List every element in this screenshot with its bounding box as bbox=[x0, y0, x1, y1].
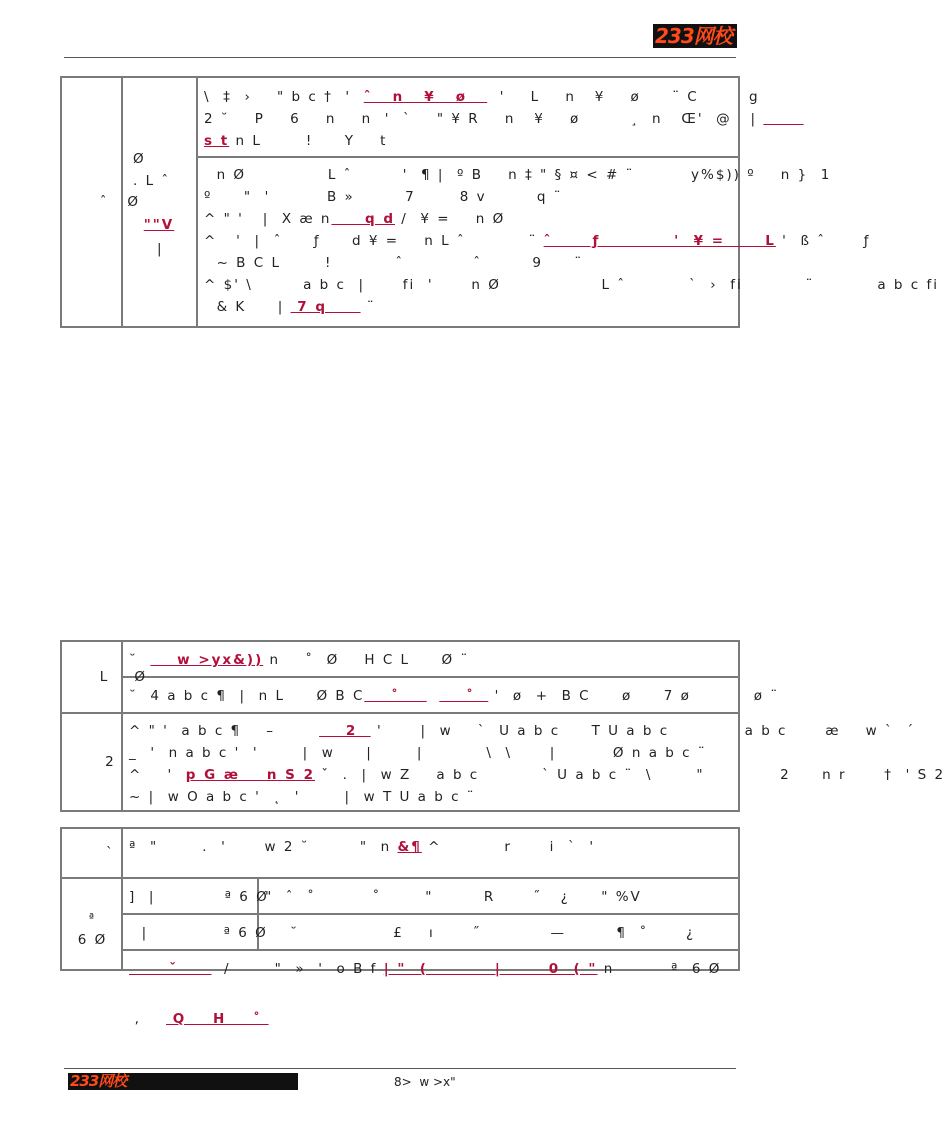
row1b-link1[interactable]: ˚ bbox=[364, 688, 427, 704]
bottom-line7-post: ¨ bbox=[360, 299, 376, 315]
table1-col2-link[interactable]: ""V bbox=[143, 217, 175, 233]
top-line3-post: n L ! Y t bbox=[229, 133, 388, 149]
table2-row1-label-cell bbox=[61, 641, 148, 713]
footer-rule bbox=[64, 1068, 736, 1069]
table2-row1-b-cell bbox=[122, 677, 780, 713]
table3-row1-label: ` bbox=[106, 845, 115, 861]
top-line2-link[interactable] bbox=[763, 111, 803, 127]
row2l3-pre: ^ ' bbox=[129, 767, 186, 783]
row1a-link[interactable]: w >yx&)) bbox=[150, 652, 264, 668]
bottom-line4-pre: ^ ' | ˆ ƒ d ¥ = n L ˆ ¨ bbox=[204, 233, 544, 249]
table1-top-line1 bbox=[204, 86, 760, 108]
bottom-line7 bbox=[204, 296, 376, 318]
top-line1-link[interactable]: ˆ n ¥ ø bbox=[363, 89, 488, 105]
bottom-line7-pre: & K | bbox=[204, 299, 291, 315]
bottom-line4-post: ' ß ˆ ƒ bbox=[775, 233, 871, 249]
footnote-link[interactable]: Q H ˚ bbox=[166, 1011, 269, 1027]
table2-row2-label-cell bbox=[61, 713, 122, 811]
bottom-line1: n Ø L ˆ ' ¶ | º B n ‡ " § ¤ < # ¨ y%$)) º n } 1 bbox=[204, 167, 832, 183]
row1b-pre: ˘ 4 a b c ¶ | n L Ø B C bbox=[129, 688, 365, 704]
footer-logo[interactable]: 233网校 bbox=[68, 1073, 298, 1090]
table1-top-line2 bbox=[204, 108, 804, 130]
row2l3-post: ˇ . | w Z a b c ` U a b c ¨ \ " 2 n r † ' S 2 bbox=[315, 767, 945, 783]
t3r2-left: ] | ª 6 Ø bbox=[129, 889, 269, 905]
table3-r3-left-cell bbox=[122, 914, 268, 950]
table1-col2-line4: | bbox=[157, 241, 164, 257]
row2-line2: _ ' n a b c ' ' | w | | \ \ | Ø n a b c ¨ bbox=[129, 745, 707, 761]
bottom-line3-post: / ¥ = n Ø bbox=[395, 211, 506, 227]
t3r2-right: " ˆ ˚ ˚ " R ˝ ¿ " %V bbox=[265, 889, 642, 905]
table2-row2-cell bbox=[122, 713, 945, 811]
bottom-line7-link[interactable]: 7 q bbox=[290, 299, 361, 315]
row2l1-link[interactable]: 2 bbox=[319, 723, 371, 739]
row1b-post: ' ø + B C ø 7 ø ø ¨ bbox=[488, 688, 780, 704]
header-logo[interactable]: 233网校 bbox=[653, 24, 737, 48]
table3-r2-left-cell bbox=[122, 878, 269, 914]
row1b-link2[interactable]: ˚ bbox=[439, 688, 489, 704]
t3r3-left: | ª 6 Ø bbox=[129, 925, 268, 941]
t3r1-pre: ª " . ' w 2 ˘ " n bbox=[129, 839, 398, 855]
table3-row1-line bbox=[129, 836, 595, 858]
top-line3-link[interactable]: s t bbox=[204, 133, 230, 149]
table2-row1-a-line bbox=[129, 649, 469, 671]
t3r3-right: ˘ £ ı ˝ — ¶ ˚ ¿ bbox=[265, 925, 696, 941]
footnote-pre: , bbox=[134, 1011, 167, 1027]
table3-row1-label-cell bbox=[61, 828, 122, 878]
row2l1-post: ' | w ` U a b c T U a b c a b c æ w ` ´ bbox=[370, 723, 916, 739]
row1a-post: n ˚ Ø H C L Ø ¨ bbox=[263, 652, 470, 668]
table3-row1-cell bbox=[122, 828, 739, 878]
table1-col1-cell bbox=[61, 77, 140, 327]
table2-row1-label: L Ø bbox=[99, 669, 148, 685]
table3-r3-right-cell bbox=[258, 914, 739, 950]
bottom-line5: ~ B C L ! ˆ ˆ 9 ¨ bbox=[204, 255, 584, 271]
main-table-1 bbox=[60, 76, 939, 328]
row2-line4: ~ | w O a b c ' ˛ ' | w T U a b c ¨ bbox=[129, 789, 476, 805]
row1b-mid bbox=[427, 688, 440, 704]
t3r4-link1[interactable]: ˇ bbox=[129, 961, 212, 977]
bottom-line3-link[interactable]: q d bbox=[331, 211, 395, 227]
top-line1-pre: \ ‡ › " b c † ' bbox=[204, 89, 364, 105]
t3r4-line bbox=[129, 958, 721, 980]
bottom-line4-link[interactable]: ˆ ƒ ' ¥ = L bbox=[543, 233, 776, 249]
row2l3-link[interactable]: p G æ n S 2 bbox=[185, 767, 315, 783]
bottom-line2: º " ' B » 7 8 v q ¨ bbox=[204, 189, 563, 205]
t3r1-post: ^ r i ` ' bbox=[421, 839, 596, 855]
row2-line1 bbox=[129, 720, 915, 742]
bottom-line6: ^ $' \ a b c | fi ' n Ø L ˆ ` › fi ¨ a b c fi bbox=[204, 277, 939, 293]
table3-row2-label-cell bbox=[61, 878, 122, 970]
row2l1-pre: ^ " ' a b c ¶ – bbox=[129, 723, 320, 739]
table2-row1-b-line bbox=[129, 685, 779, 707]
bottom-line3-pre: ^ " ' | X æ n bbox=[204, 211, 332, 227]
footer-page-label: 8> w >x" bbox=[394, 1075, 456, 1089]
bottom-line4 bbox=[204, 230, 871, 252]
table1-top-cell bbox=[197, 77, 764, 157]
table3-r2-right-cell bbox=[258, 878, 739, 914]
t3r4-link2[interactable]: | " ( | 0 ( " bbox=[383, 961, 598, 977]
table2-row2-label: 2 bbox=[105, 754, 116, 770]
table3-r4-cell bbox=[122, 950, 739, 977]
t3r4-mid: / " » ' o B f bbox=[211, 961, 384, 977]
footnote bbox=[122, 986, 269, 1030]
row2-line3 bbox=[129, 764, 945, 786]
t3r1-link[interactable]: &¶ bbox=[397, 839, 422, 855]
top-line2-pre: 2 ˘ P 6 n n ' ` " ¥ R n ¥ ø ¸ n Œ' @ | bbox=[204, 111, 764, 127]
bottom-line3 bbox=[204, 208, 505, 230]
table1-col2-line2: . L ˆ bbox=[133, 173, 171, 189]
table3-label-a: ª bbox=[88, 911, 97, 924]
header-rule bbox=[64, 57, 736, 58]
top-line1-post: ' L n ¥ ø ¨ C g bbox=[487, 89, 760, 105]
table2-row1-a-cell bbox=[122, 641, 739, 677]
main-table-2 bbox=[60, 640, 945, 812]
table1-col2-cell bbox=[122, 77, 197, 327]
table1-col1-label: ˆ Ø bbox=[99, 194, 140, 210]
t3r4-post: n ª 6 Ø bbox=[597, 961, 722, 977]
table3-label-b: 6 Ø bbox=[77, 932, 108, 948]
main-table-3 bbox=[60, 827, 740, 977]
table1-col2-line1: Ø bbox=[133, 151, 146, 167]
row1a-pre: ˘ bbox=[129, 652, 151, 668]
table1-top-line3 bbox=[204, 130, 387, 152]
table1-bottom-cell bbox=[197, 157, 939, 327]
